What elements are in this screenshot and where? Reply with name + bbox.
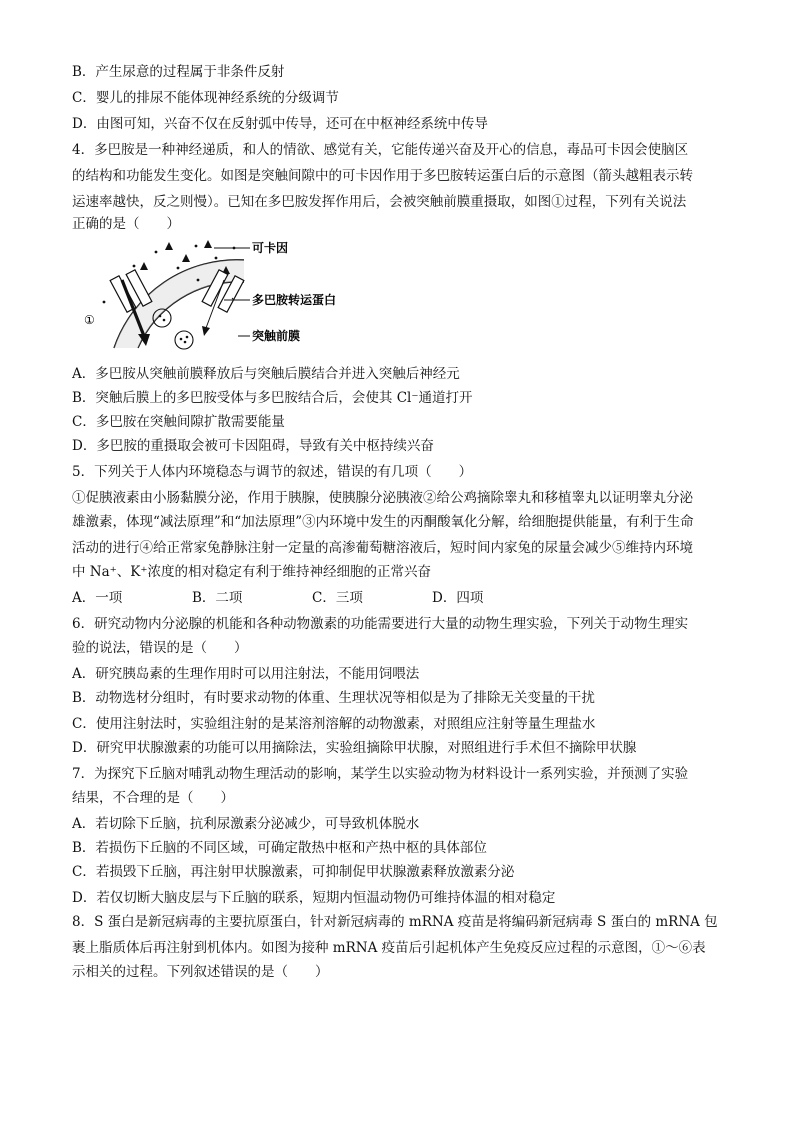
vesicle-contents bbox=[159, 315, 189, 344]
q8-stem-line-3: 示相关的过程。下列叙述错误的是（ ） bbox=[72, 964, 329, 980]
q6-stem-line-2: 验的说法，错误的是（ ） bbox=[72, 640, 248, 656]
q4-option-b: B．突触后膜上的多巴胺受体与多巴胺结合后，会使其 Cl⁻通道打开 bbox=[72, 390, 473, 406]
q6-stem-line-1: 6．研究动物内分泌腺的机能和各种动物激素的功能需要进行大量的动物生理实验，下列关于动物生理实 bbox=[72, 616, 689, 632]
q6-option-a: A．研究胰岛素的生理作用时可以用注射法，不能用饲喂法 bbox=[72, 666, 420, 682]
q4-option-d: D．多巴胺的重摄取会被可卡因阻碍，导致有关中枢持续兴奋 bbox=[72, 438, 434, 454]
synapse-diagram bbox=[74, 236, 364, 362]
q7-stem-line-1: 7．为探究下丘脑对哺乳动物生理活动的影响，某学生以实验动物为材料设计一系列实验，并预测了实验 bbox=[72, 766, 689, 782]
q7-option-c: C．若损毁下丘脑，再注射甲状腺激素，可抑制促甲状腺激素释放激素分泌 bbox=[72, 864, 515, 880]
q8-stem-line-1: 8．S 蛋白是新冠病毒的主要抗原蛋白，针对新冠病毒的 mRNA 疫苗是将编码新冠病毒 S 蛋白的 mRNA 包 bbox=[72, 914, 718, 930]
q4-stem-line-1: 4．多巴胺是一种神经递质，和人的情欲、感觉有关，它能传递兴奋及开心的信息，毒品可卡因会使脑区 bbox=[72, 142, 689, 158]
q5-statements-line-3: 活动的进行④给正常家兔静脉注射一定量的高渗葡萄糖溶液后，短时间内家兔的尿量会减少⑤维持内环境 bbox=[72, 540, 693, 556]
q7-option-d: D．若仅切断大脑皮层与下丘脑的联系，短期内恒温动物仍可维持体温的相对稳定 bbox=[72, 890, 556, 906]
q5-stem: 5．下列关于人体内环境稳态与调节的叙述，错误的有几项（ ） bbox=[72, 464, 473, 480]
q3-option-b: B．产生尿意的过程属于非条件反射 bbox=[72, 64, 285, 80]
q5-statements-line-4: 中 Na⁺、K⁺浓度的相对稳定有利于维持神经细胞的正常兴奋 bbox=[72, 564, 431, 580]
q6-option-d: D．研究甲状腺激素的功能可以用摘除法，实验组摘除甲状腺，对照组进行手术但不摘除甲状腺 bbox=[72, 740, 637, 756]
q4-stem-line-3: 运速率越快，反之则慢）。已知在多巴胺发挥作用后，会被突触前膜重摄取，如图①过程，下列有关说法 bbox=[72, 194, 687, 210]
label-cocaine: 可卡因 bbox=[252, 241, 289, 255]
label-membrane: 突触前膜 bbox=[252, 329, 301, 343]
q6-option-c: C．使用注射法时，实验组注射的是某溶剂溶解的动物激素，对照组应注射等量生理盐水 bbox=[72, 716, 596, 732]
q8-stem-line-2: 裹上脂质体后再注射到机体内。如图为接种 mRNA 疫苗后引起机体产生免疫反应过程的示意图，①～⑥表 bbox=[72, 940, 706, 956]
q7-option-b: B．若损伤下丘脑的不同区域，可确定散热中枢和产热中枢的具体部位 bbox=[72, 840, 487, 856]
q3-option-c: C．婴儿的排尿不能体现神经系统的分级调节 bbox=[72, 90, 339, 106]
q5-option-a: A．一项 bbox=[72, 590, 123, 606]
q5-option-c: C．三项 bbox=[312, 590, 363, 606]
q5-statements-line-2: 雄激素，体现“减法原理”和“加法原理”③内环境中发生的丙酮酸氧化分解，给细胞提供能量，有利于生命 bbox=[72, 514, 694, 530]
q5-statements-line-1: ①促胰液素由小肠黏膜分泌，作用于胰腺，使胰腺分泌胰液②给公鸡摘除睾丸和移植睾丸以证明睾丸分泌 bbox=[72, 490, 693, 506]
q4-stem-line-4: 正确的是（ ） bbox=[72, 216, 180, 232]
q5-options bbox=[72, 586, 722, 610]
q5-option-b: B．二项 bbox=[192, 590, 243, 606]
q4-option-c: C．多巴胺在突触间隙扩散需要能量 bbox=[72, 414, 285, 430]
label-transporter: 多巴胺转运蛋白 bbox=[252, 293, 337, 307]
q7-option-a: A．若切除下丘脑，抗利尿激素分泌减少，可导致机体脱水 bbox=[72, 816, 420, 832]
q4-stem-line-2: 的结构和功能发生变化。如图是突触间隙中的可卡因作用于多巴胺转运蛋白后的示意图（箭头越粗表示转 bbox=[72, 168, 693, 184]
q7-stem-line-2: 结果，不合理的是（ ） bbox=[72, 790, 234, 806]
q5-option-d: D．四项 bbox=[432, 590, 484, 606]
q3-option-d: D．由图可知，兴奋不仅在反射弧中传导，还可在中枢神经系统中传导 bbox=[72, 116, 488, 132]
q4-option-a: A．多巴胺从突触前膜释放后与突触后膜结合并进入突触后神经元 bbox=[72, 366, 460, 382]
q6-option-b: B．动物选材分组时，有时要求动物的体重、生理状况等相似是为了排除无关变量的干扰 bbox=[72, 690, 595, 706]
label-process: ① bbox=[84, 313, 95, 327]
